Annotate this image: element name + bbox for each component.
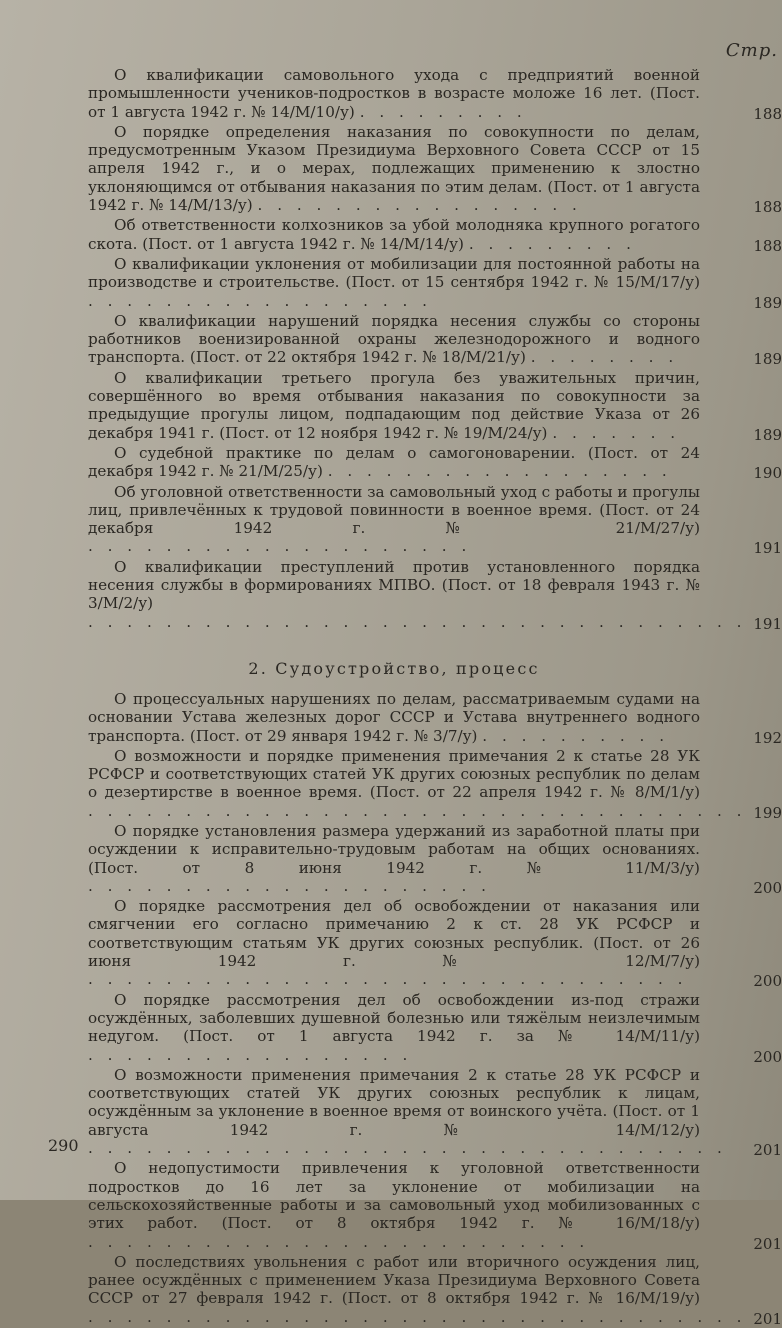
index-entry <box>88 66 782 123</box>
leader-dots: . . . . . . . . . . . . . . . . . . . . <box>88 537 472 556</box>
entry-page-number: 200 <box>753 1047 782 1066</box>
index-entry <box>88 821 782 897</box>
entry-page-number: 189 <box>753 425 782 444</box>
leader-dots: . . . . . . . . . <box>359 102 527 121</box>
leader-dots: . . . . . . . . . . . . . . . . . . <box>88 291 432 310</box>
leader-dots: . . . . . . . . . . . . . . . . . . . . . . . . . . . . . . . . . <box>88 1139 727 1158</box>
section-title: 2. Судоустройство, процесс <box>248 658 540 678</box>
index-entry <box>88 990 782 1066</box>
index-entry <box>88 689 782 747</box>
entry-page-number: 192 <box>753 728 782 747</box>
entries-group-2 <box>88 689 782 1328</box>
leader-dots: . . . . . . . . . <box>468 234 636 253</box>
entry-text: О порядке установления размера удержаний из заработной платы при осуждении к исправительно-трудовым работам на общих основаниях. (Пост. от 8 июня 1942 г. № 11/М/3/у) <box>88 821 700 877</box>
leader-dots: . . . . . . . . . . . . . . . . . . . . . <box>88 876 491 895</box>
entry-text: О квалификации преступлений против установленного порядка несения службы в формированиях МПВО. (Пост. от 18 февраля 1943 г. № 3/М/2/у) <box>88 557 700 613</box>
entry-text: О недопустимости привлечения к уголовной ответственности подростков до 16 лет за уклонение от мобилизации на сельскохозяйственные работы и за самовольный уход мобилизованных с этих работ. (Пост. от 8 октября 1942 г. № 16/М/18/у) <box>88 1159 700 1233</box>
leader-dots: . . . . . . . . . . . . . . . . . . . . . . . . . . . . . . . . . . <box>88 1307 747 1326</box>
index-entry <box>88 216 782 255</box>
index-entry <box>88 368 782 444</box>
page-number: 290 <box>48 1136 79 1155</box>
entry-page-number: 201 <box>753 1234 782 1253</box>
entry-text: О квалификации самовольного ухода с предприятий военной промышленности учеников-подростков в возрасте моложе 16 лет. (Пост. от 1 августа 1942 г. № 14/М/10/у) <box>88 66 700 121</box>
index-entry <box>88 557 782 633</box>
index-entry <box>88 122 782 217</box>
entry-page-number: 200 <box>753 878 782 897</box>
entry-text: О порядке определения наказания по совокупности по делам, предусмотренным Указом Президиума Верховного Совета СССР от 15 апреля 1942 г., и о мерах, подлежащих применению к злостно уклоняющимся от отбывания наказания по этим делам. (Пост. от 1 августа 1942 г. № 14/М/13/у) <box>88 122 700 215</box>
entry-page-number: 189 <box>753 350 782 369</box>
entry-text: О судебной практике по делам о самогоноварении. (Пост. от 24 декабря 1942 г. № 21/М/25/у) <box>88 443 700 481</box>
entry-text: О квалификации нарушений порядка несения службы со стороны работников военизированной охраны железнодорожного и водного транспорта. (Пост. от 22 октября 1942 г. № 18/М/21/у) <box>88 311 700 367</box>
leader-dots: . . . . . . . . . . . . . . . . . . . . . . . . . . . . . . . <box>88 970 688 989</box>
leader-dots: . . . . . . . . . . . . . . . . . . <box>327 462 672 481</box>
entry-page-number: 191 <box>753 614 782 633</box>
leader-dots: . . . . . . . . <box>530 348 679 367</box>
entry-page-number: 189 <box>753 293 782 312</box>
entry-page-number: 201 <box>753 1309 782 1328</box>
leader-dots: . . . . . . . . . . . . . . . . . . . . . . . . . . . . . . . . . . <box>88 801 747 820</box>
index-entry <box>88 254 782 312</box>
entry-text: О последствиях увольнения с работ или вторичного осуждения лиц, ранее осуждённых с применением Указа Президиума Верховного Совета СССР от 27 февраля 1942 г. (Пост. от 8 октября 1942 г. № 16/М/19/у) <box>88 1252 700 1308</box>
entry-page-number: 190 <box>753 464 782 483</box>
leader-dots: . . . . . . . <box>552 423 681 442</box>
entry-page-number: 188 <box>753 198 782 217</box>
entry-text: О квалификации уклонения от мобилизации для постоянной работы на производстве и строительстве. (Пост. от 15 сентября 1942 г. № 15/М/17/у) <box>88 254 700 292</box>
index-entry <box>88 897 782 991</box>
page-column-header: Стр. <box>725 40 778 61</box>
index-content <box>88 66 782 1328</box>
index-entry <box>88 443 782 483</box>
entry-text: О квалификации третьего прогула без уважительных причин, совершённого во время отбывания наказания по совокупности за предыдущие прогулы лицом, подпадающим под действие Указа от 26 декабря 1941 г. (Пост. от 12 ноября 1942 г. № 19/М/24/у) <box>88 368 700 442</box>
entry-page-number: 188 <box>753 104 782 123</box>
entry-text: О возможности и порядке применения примечания 2 к статье 28 УК РСФСР и соответствующих статей УК других союзных республик по делам о дезертирстве в военное время. (Пост. от 22 апреля 1942 г. № 8/М/1/у) <box>88 746 700 802</box>
entry-page-number: 200 <box>753 972 782 991</box>
index-entry <box>88 746 782 822</box>
entry-page-number: 201 <box>753 1141 782 1160</box>
leader-dots: . . . . . . . . . . . . . . . . . <box>257 196 582 215</box>
index-entry <box>88 1065 782 1160</box>
entry-text: О возможности применения примечания 2 к статье 28 УК РСФСР и соответствующих статей УК других союзных республик к лицам, осуждённым за уклонение в военное время от воинского учёта. (Пост. от 1 августа 1942 г. № 14/М/12/у) <box>88 1065 700 1139</box>
entry-page-number: 188 <box>753 236 782 255</box>
entry-text: О порядке рассмотрения дел об освобождении от наказания или смягчении его согласно примечанию 2 к ст. 28 УК РСФСР и соответствующим статьям УК других союзных республик. (Пост. от 26 июня 1942 г. № 12/М/7/у) <box>88 897 700 971</box>
entry-text: Об уголовной ответственности за самовольный уход с работы и прогулы лиц, привлечённых к трудовой повинности в военное время. (Пост. от 24 декабря 1942 г. № 21/М/27/у) <box>88 482 700 538</box>
entry-text: Об ответственности колхозников за убой молодняка крупного рогатого скота. (Пост. от 1 августа 1942 г. № 14/М/14/у) <box>88 216 700 253</box>
entries-group-1 <box>88 66 782 633</box>
leader-dots: . . . . . . . . . . . . . . . . . . . . . . . . . . <box>88 1232 590 1251</box>
entry-page-number: 191 <box>753 539 782 558</box>
leader-dots: . . . . . . . . . . . . . . . . . <box>88 1045 413 1064</box>
entry-text: О процессуальных нарушениях по делам, рассматриваемым судами на основании Устава железных дорог СССР и Устава внутреннего водного транспорта. (Пост. от 29 января 1942 г. № 3/7/у) <box>88 689 700 745</box>
leader-dots: . . . . . . . . . . . . . . . . . . . . . . . . . . . . . . . . . . <box>88 612 747 631</box>
leader-dots: . . . . . . . . . . <box>482 726 670 745</box>
entry-text: О порядке рассмотрения дел об освобождении из-под стражи осуждённых, заболевших душевной болезнью или тяжёлым неизлечимым недугом. (Пост. от 1 августа 1942 г. за № 14/М/11/у) <box>88 990 700 1046</box>
index-entry <box>88 482 782 558</box>
index-entry <box>88 1159 782 1253</box>
entry-page-number: 199 <box>753 803 782 822</box>
index-entry <box>88 1252 782 1328</box>
index-entry <box>88 311 782 369</box>
